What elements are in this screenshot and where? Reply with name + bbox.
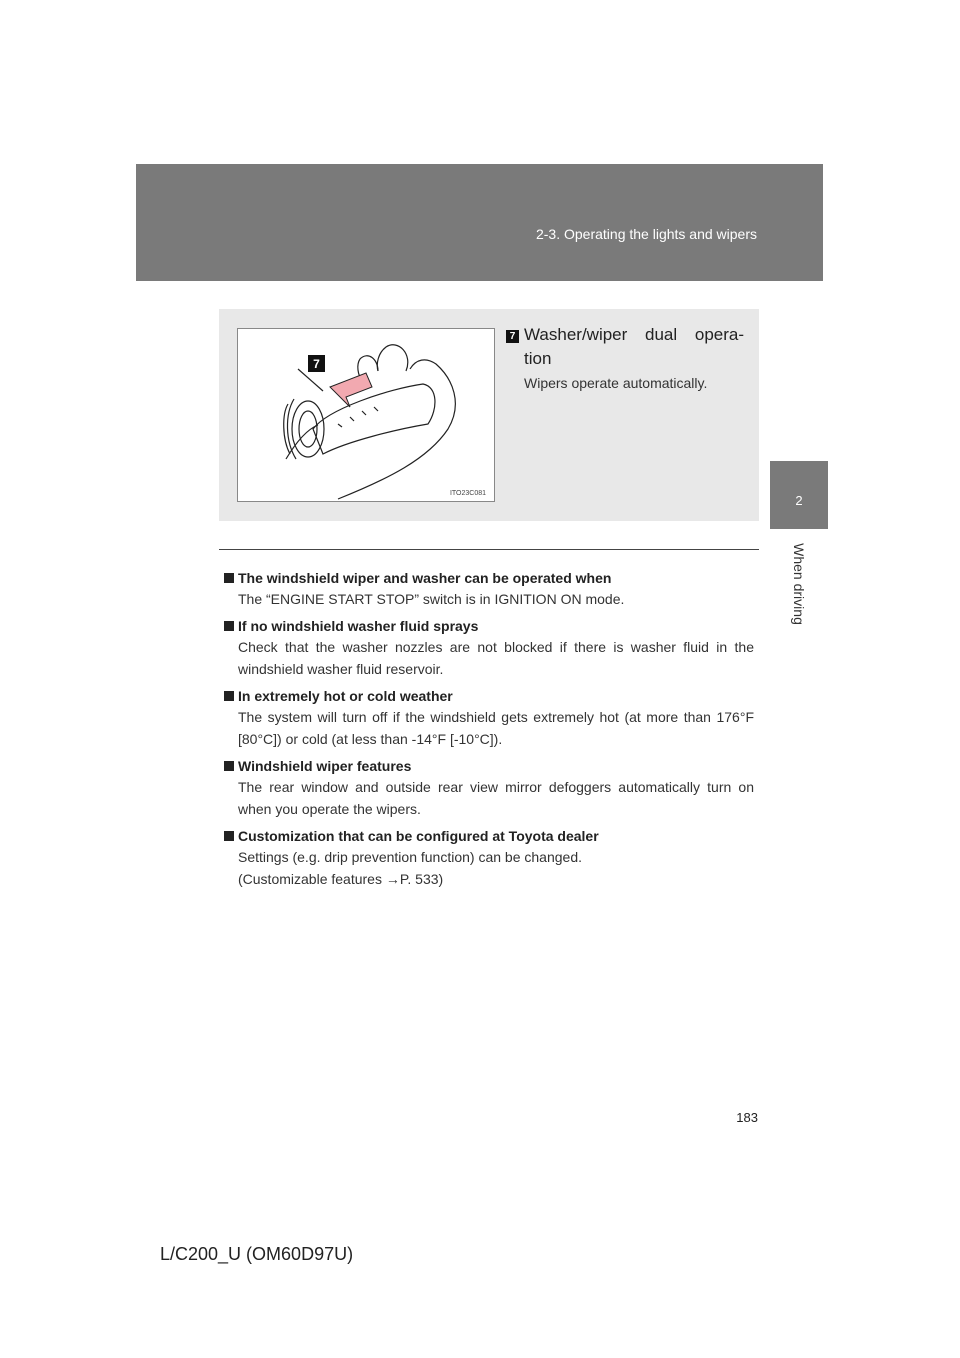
note-body-reference: (Customizable features →P. 533)	[238, 871, 444, 887]
note-item	[224, 826, 754, 890]
hand-on-lever-drawing	[238, 329, 494, 501]
document-code: L/C200_U (OM60D97U)	[160, 1244, 354, 1264]
note-item	[224, 756, 754, 820]
note-heading: Windshield wiper features	[224, 756, 754, 776]
chapter-tab	[770, 461, 828, 529]
square-bullet-icon	[224, 761, 234, 771]
note-heading: If no windshield washer fluid sprays	[224, 616, 754, 636]
note-item	[224, 568, 754, 610]
note-body: Check that the washer nozzles are not blocked if there is washer fluid in the windshield washer fluid reservoir.	[238, 639, 754, 677]
chapter-number: 2	[795, 493, 803, 508]
note-body: The rear window and outside rear view mirror defoggers automatically turn on when you operate the wipers.	[238, 779, 754, 817]
step-title: Washer/wiper dual opera-tion	[524, 325, 744, 368]
step-number-badge: 7	[506, 330, 519, 343]
page-number: 183	[736, 1110, 758, 1125]
notes-list	[224, 568, 754, 896]
note-body: The “ENGINE START STOP” switch is in IGNITION ON mode.	[238, 591, 625, 607]
instruction-panel	[219, 309, 759, 521]
square-bullet-icon	[224, 831, 234, 841]
square-bullet-icon	[224, 621, 234, 631]
wiper-lever-illustration	[237, 328, 495, 502]
pull-direction-arrow	[330, 373, 372, 407]
step-description: Wipers operate automatically.	[524, 375, 708, 391]
note-item	[224, 616, 754, 680]
note-body: Settings (e.g. drip prevention function) can be changed.	[238, 849, 582, 865]
header-band	[136, 164, 823, 281]
square-bullet-icon	[224, 691, 234, 701]
square-bullet-icon	[224, 573, 234, 583]
section-divider	[219, 549, 759, 550]
note-item	[224, 686, 754, 750]
figure-step-marker: 7	[313, 357, 320, 371]
section-title: 2-3. Operating the lights and wipers	[535, 226, 757, 242]
note-heading: Customization that can be configured at Toyota dealer	[224, 826, 754, 846]
note-heading: The windshield wiper and washer can be operated when	[224, 568, 754, 588]
chapter-label: When driving	[791, 543, 807, 625]
note-heading: In extremely hot or cold weather	[224, 686, 754, 706]
figure-code: ITO23C081	[449, 490, 486, 497]
note-body: The system will turn off if the windshield gets extremely hot (at more than 176°F [80°C]) or cold (at less than -14°F [-10°C]).	[238, 709, 754, 747]
